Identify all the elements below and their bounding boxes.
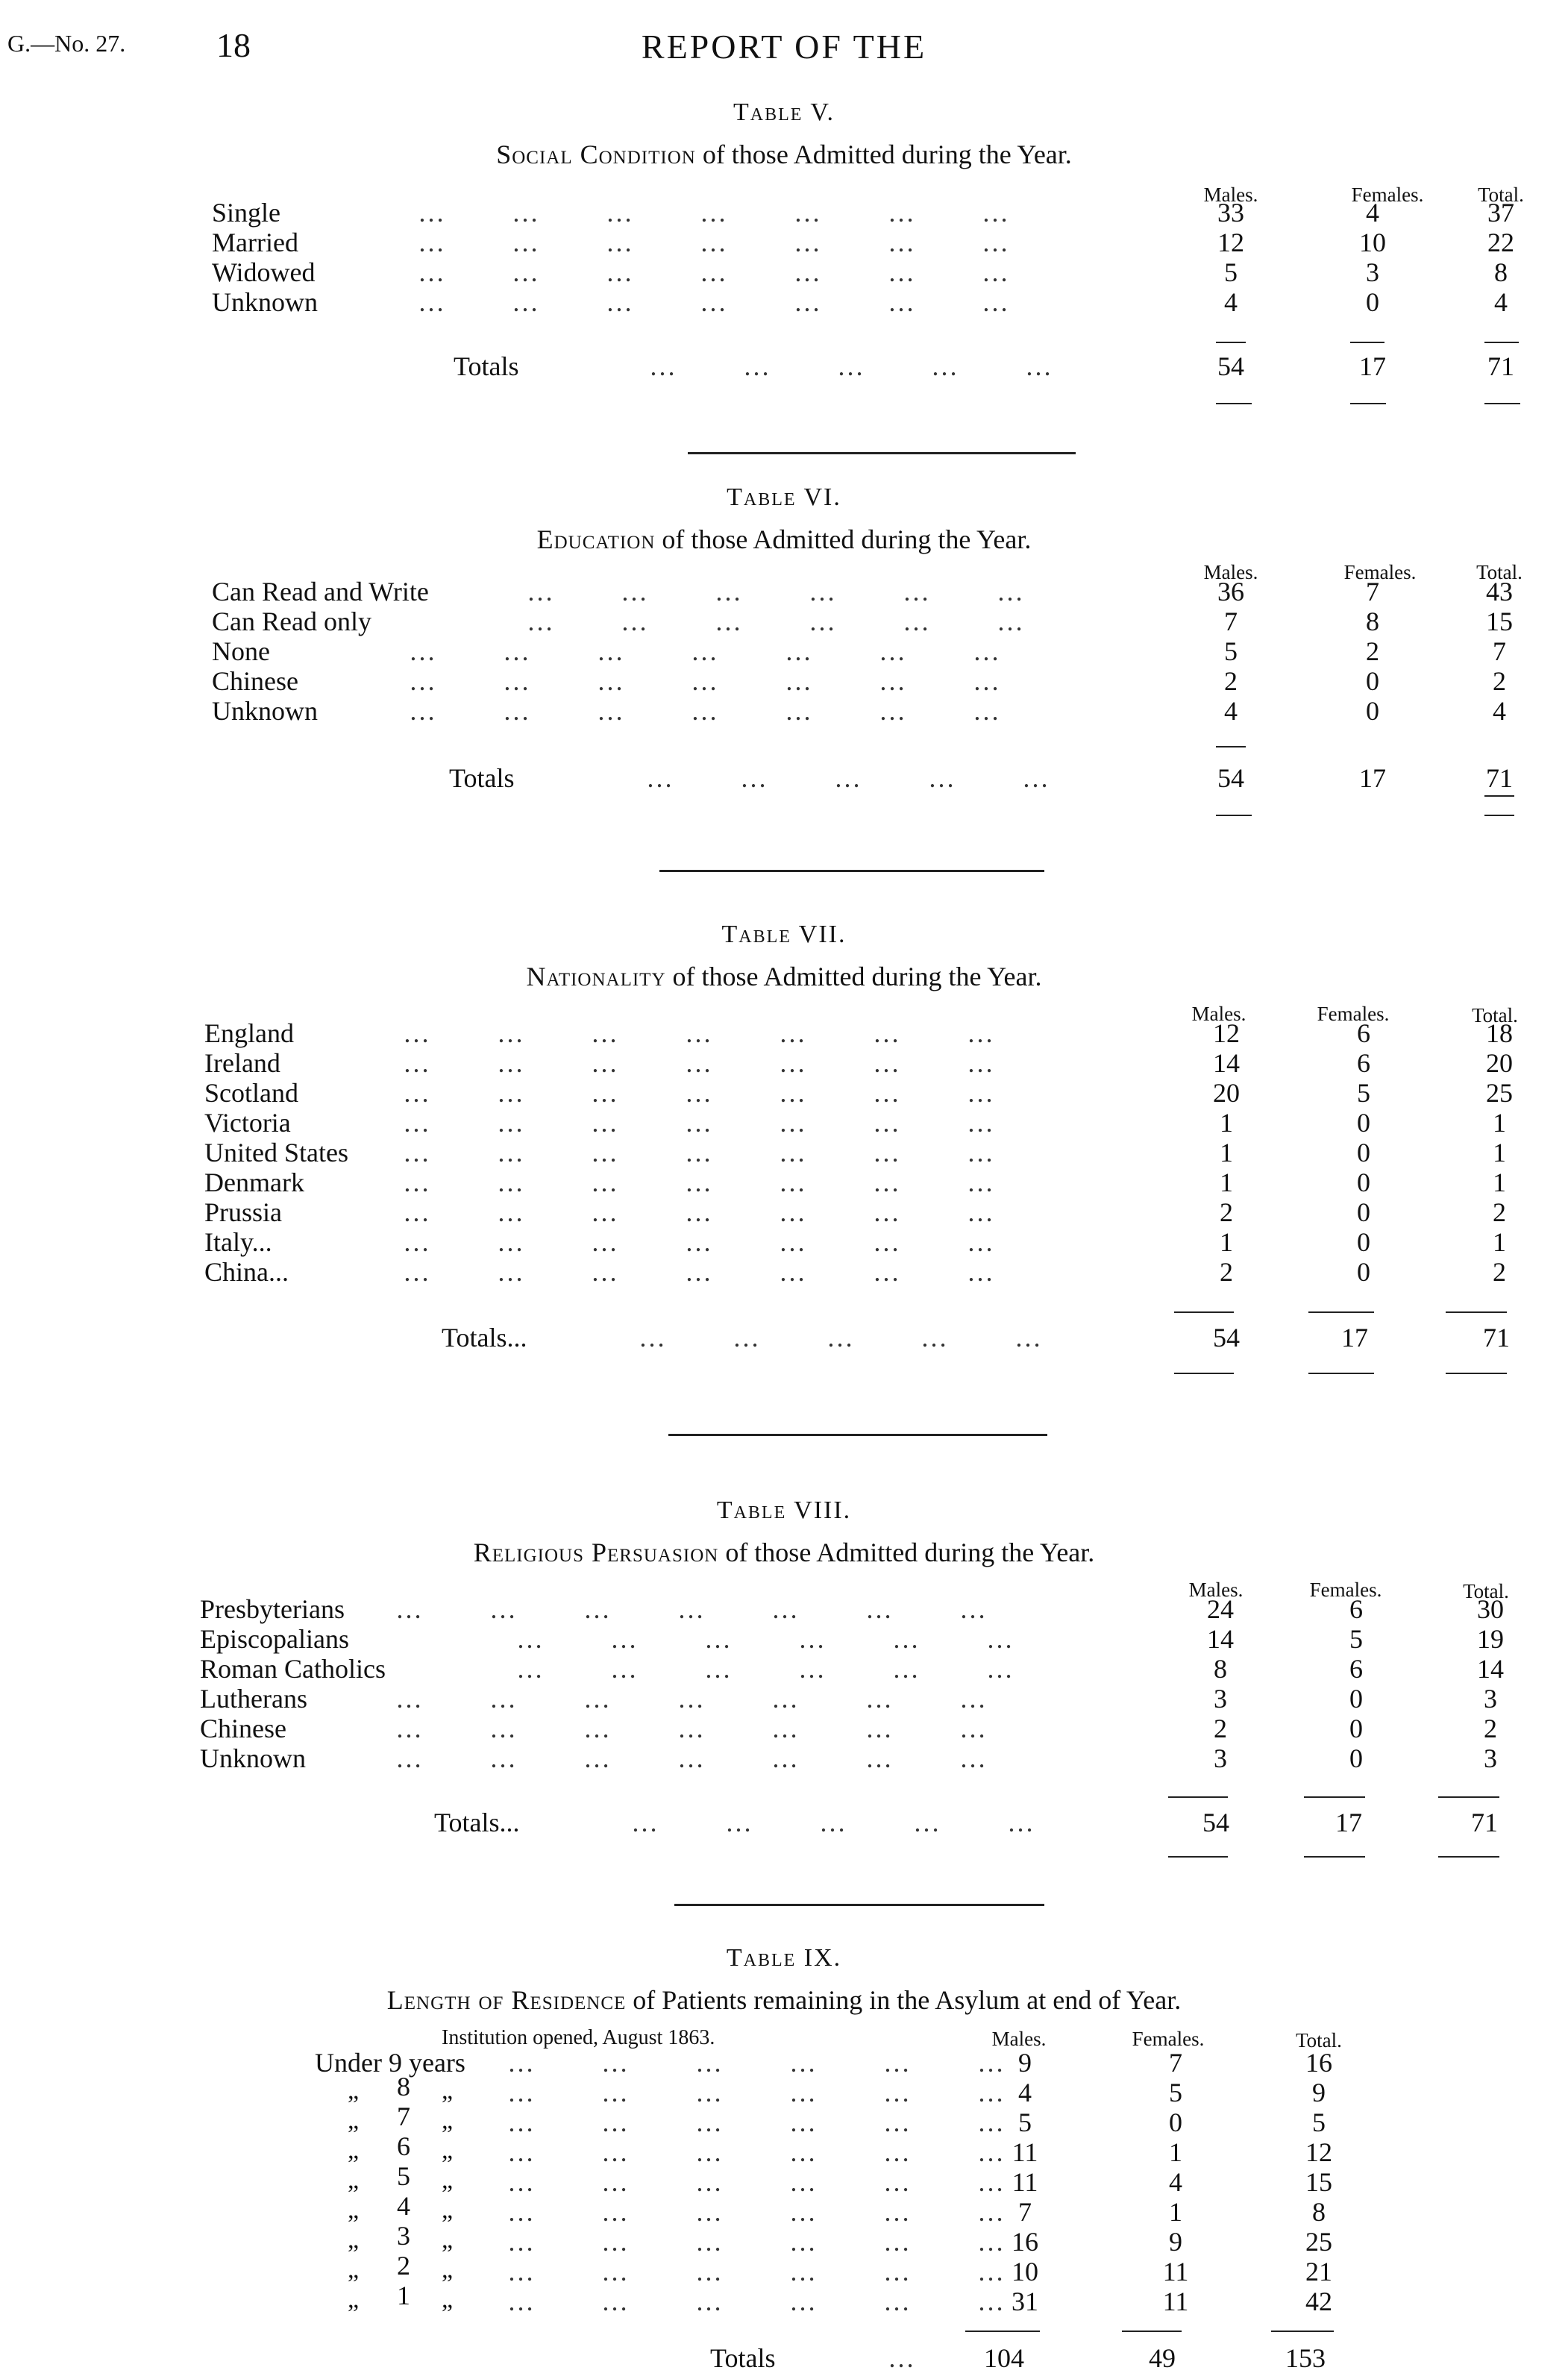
table-row: „ 8 „ … … … … … … 4 5 9 [348,2072,1326,2107]
column-rule [1168,1856,1228,1858]
column-rule [1216,815,1252,816]
column-rule [1350,403,1386,404]
totals-row: Totals … … … … … 54 17 71 [449,763,1513,793]
table-row: Victoria … … … … … … … 1 0 1 [204,1108,1506,1138]
column-rule [1484,403,1520,404]
table-row: Under 9 years … … … … … … 9 7 16 [315,2048,1332,2078]
column-header-total: Total. [1463,1580,1509,1602]
table-row: Denmark … … … … … … … 1 0 1 [204,1167,1506,1197]
table-caption: Social Condition of those Admitted during the Year. [496,140,1072,169]
column-header-total: Total. [1472,1004,1518,1026]
column-rule [1216,403,1252,404]
column-header-males: Males. [1203,561,1258,583]
table-row: Roman Catholics … … … … … … 8 6 14 [200,1654,1504,1684]
table-row: Married … … … … … … … 12 10 22 [212,228,1514,257]
column-rule [965,2331,1040,2332]
table-row: Chinese … … … … … … … 2 0 2 [200,1714,1497,1743]
table-row: „ 5 „ … … … … … … 11 4 15 [348,2161,1332,2197]
table-title: Table IX. [726,1944,842,1972]
table-row: Unknown … … … … … … … 4 0 4 [212,696,1506,726]
column-header-females: Females. [1343,561,1417,583]
table-row: Ireland … … … … … … … 14 6 20 [204,1048,1513,1078]
section-divider [659,870,1044,872]
column-header-males: Males. [1191,1003,1246,1025]
table-row: „ 6 „ … … … … … … 11 1 12 [348,2131,1332,2167]
table-caption: Nationality of those Admitted during the Year. [526,962,1042,991]
column-rule [1216,746,1246,747]
table-row: Chinese … … … … … … … 2 0 2 [212,666,1506,696]
column-rule [1308,1311,1374,1313]
table-row: „ 3 „ … … … … … … 16 9 25 [348,2221,1332,2257]
totals-row: Totals... … … … … … 54 17 71 [434,1808,1498,1837]
column-header-total: Total. [1476,561,1522,583]
column-rule [1350,342,1384,343]
page-number: 18 [216,26,251,64]
column-header-males: Males. [1203,184,1258,206]
table-caption: Length of Residence of Patients remaining in the Asylum at end of Year. [386,1985,1182,2015]
column-header-males: Males. [991,2028,1047,2050]
column-rule [1446,1311,1507,1313]
column-rule [1438,1796,1499,1798]
table-title: Table VII. [721,921,847,948]
column-header-total: Total. [1478,184,1524,206]
column-rule [1484,342,1519,343]
table-caption: Education of those Admitted during the Year. [536,524,1032,554]
table-row: Scotland … … … … … … … 20 5 25 [204,1078,1513,1108]
table-row: England … … … … … … … 12 6 18 [204,1018,1513,1048]
table-title: Table VIII. [716,1496,852,1524]
column-header-females: Females. [1309,1579,1382,1601]
table-row: „ 7 „ … … … … … … 5 0 5 [348,2101,1326,2137]
column-header-total: Total. [1296,2029,1342,2052]
page-title: REPORT OF THE [641,28,927,66]
section-divider [674,1904,1044,1906]
column-rule [1308,1373,1374,1374]
table-row: Unknown … … … … … … … 3 0 3 [200,1743,1497,1773]
column-header-females: Females. [1351,184,1424,206]
table-row: China... … … … … … … … 2 0 2 [204,1257,1506,1287]
table-row: „ 4 „ … … … … … … 7 1 8 [348,2191,1326,2227]
column-rule [1216,342,1246,343]
table-row: „ 2 „ … … … … … … 10 11 21 [348,2251,1332,2286]
column-rule [1168,1796,1228,1798]
column-rule [1271,2331,1334,2332]
column-header-females: Females. [1317,1003,1390,1025]
column-rule [1174,1311,1234,1313]
table-row: Widowed … … … … … … … 5 3 8 [212,257,1508,287]
table-row: Can Read and Write … … … … … … 36 7 43 [212,577,1513,606]
section-divider [688,452,1076,454]
column-rule [1484,795,1514,797]
table-row: Can Read only … … … … … … 7 8 15 [212,606,1513,636]
table-row: United States … … … … … … … 1 0 1 [204,1138,1506,1167]
section-divider [668,1434,1047,1436]
column-rule [1122,2331,1182,2332]
table-title: Table V. [733,98,835,126]
column-rule [1484,815,1514,816]
totals-row: Totals … 104 49 153 [710,2343,1326,2373]
table-row: „ 1 „ … … … … … … 31 11 42 [348,2281,1332,2316]
table-row: Single … … … … … … … 33 4 37 [212,198,1514,228]
totals-row: Totals... … … … … … 54 17 71 [442,1323,1510,1353]
column-rule [1438,1856,1499,1858]
table-title: Table VI. [727,483,841,511]
table-note: Institution opened, August 1863. [442,2026,715,2049]
column-rule [1304,1796,1365,1798]
table-row: Prussia … … … … … … … 2 0 2 [204,1197,1506,1227]
column-rule [1174,1373,1234,1374]
document-reference: G.—No. 27. [7,30,126,57]
table-row: Episcopalians … … … … … … 14 5 19 [200,1624,1504,1654]
totals-row: Totals … … … … … 54 17 71 [454,351,1514,381]
table-row: Presbyterians … … … … … … … 24 6 30 [200,1594,1504,1624]
table-row: Italy... … … … … … … … 1 0 1 [204,1227,1506,1257]
column-header-females: Females. [1132,2028,1205,2050]
table-row: Lutherans … … … … … … … 3 0 3 [200,1684,1497,1714]
column-header-males: Males. [1188,1579,1244,1601]
column-rule [1446,1373,1507,1374]
column-rule [1304,1856,1365,1858]
table-row: None … … … … … … … 5 2 7 [212,636,1506,666]
table-caption: Religious Persuasion of those Admitted during the Year. [473,1538,1095,1567]
table-row: Unknown … … … … … … … 4 0 4 [212,287,1508,317]
